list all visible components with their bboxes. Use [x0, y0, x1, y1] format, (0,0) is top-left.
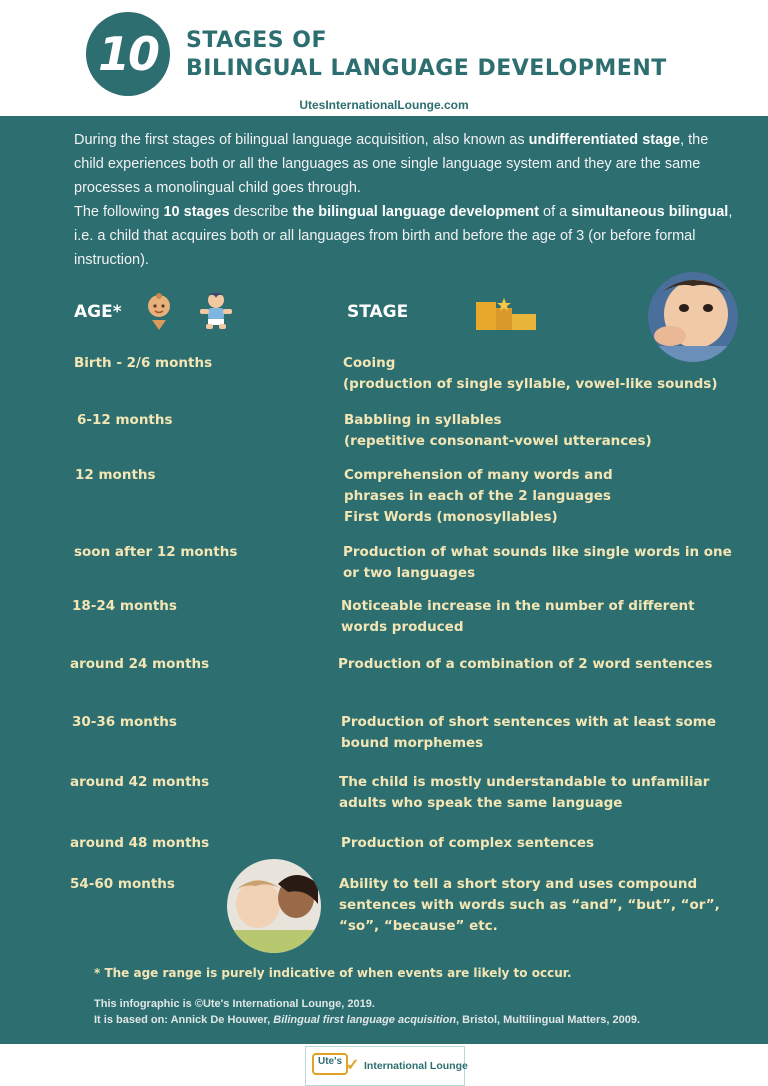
credit-text: [94, 996, 640, 1028]
podium-icon: [474, 296, 538, 330]
number-badge-text: 10: [97, 27, 158, 81]
stage-cell: Production of short sentences with at least some bound morphemes: [341, 714, 717, 751]
brand-logo[interactable]: [305, 1046, 468, 1086]
baby-face-icon: [144, 292, 174, 332]
credit-line-2: It is based on: Annick De Houwer, Bilingual first language acquisition, Bristol, Multilingual Matters, 2009.: [94, 1014, 641, 1026]
number-badge: [86, 12, 170, 96]
children-photo: [226, 858, 322, 954]
stage-column-header: STAGE: [347, 302, 409, 322]
age-cell: 54-60 months: [70, 876, 175, 892]
age-column-header: AGE*: [74, 302, 122, 322]
stage-cell: The child is mostly understandable to unfamiliar adults who speak the same language: [339, 774, 710, 811]
age-cell: around 48 months: [70, 835, 210, 851]
intro-paragraph-2: The following 10 stages describe the bilingual language development of a simultaneous bilingual, i.e. a child that acquires both or all languages from birth and before the age of 3 (or before formal instruction).: [74, 204, 733, 268]
stage-cell: Cooing (production of single syllable, vowel-like sounds): [343, 355, 718, 392]
stage-cell: Noticeable increase in the number of different words produced: [341, 598, 695, 635]
stage-cell: Production of a combination of 2 word sentences: [338, 656, 713, 672]
speech-bubble-icon: Ute's: [312, 1053, 348, 1075]
age-cell: around 42 months: [70, 774, 210, 790]
age-cell: soon after 12 months: [74, 544, 238, 560]
baby-photo: [648, 272, 738, 362]
title-line-1: STAGES OF: [186, 28, 327, 53]
age-cell: 18-24 months: [72, 598, 177, 614]
toddler-icon: [196, 290, 236, 332]
credit-line-1: This infographic is ©Ute's International Lounge, 2019.: [94, 998, 375, 1010]
age-cell: Birth - 2/6 months: [74, 355, 213, 371]
stage-cell: Production of what sounds like single words in one or two languages: [343, 544, 732, 581]
age-cell: 30-36 months: [72, 714, 177, 730]
stage-cell: Ability to tell a short story and uses compound sentences with words such as “and”, “but”, “or”, “so”, “because” etc.: [339, 876, 720, 934]
age-cell: around 24 months: [70, 656, 210, 672]
intro-paragraph-1: During the first stages of bilingual language acquisition, also known as undifferentiated stage, the child experiences both or all the languages as one single language system and they are the same processes a monolingual child goes through.: [74, 132, 709, 196]
logo-text: International Lounge: [364, 1060, 468, 1072]
stage-cell: Production of complex sentences: [341, 835, 595, 851]
header: [0, 0, 768, 116]
age-footnote: * The age range is purely indicative of when events are likely to occur.: [94, 966, 572, 980]
site-link[interactable]: UtesInternationalLounge.com: [299, 98, 469, 112]
intro-text: [74, 128, 734, 272]
age-cell: 6-12 months: [77, 412, 173, 428]
stage-cell: Babbling in syllables (repetitive consonant-vowel utterances): [344, 412, 652, 449]
age-cell: 12 months: [75, 467, 156, 483]
title-line-2: BILINGUAL LANGUAGE DEVELOPMENT: [186, 56, 667, 81]
checkmark-icon: ✓: [346, 1057, 360, 1074]
stage-cell: Comprehension of many words and phrases in each of the 2 languages First Words (monosyllables): [344, 467, 613, 525]
